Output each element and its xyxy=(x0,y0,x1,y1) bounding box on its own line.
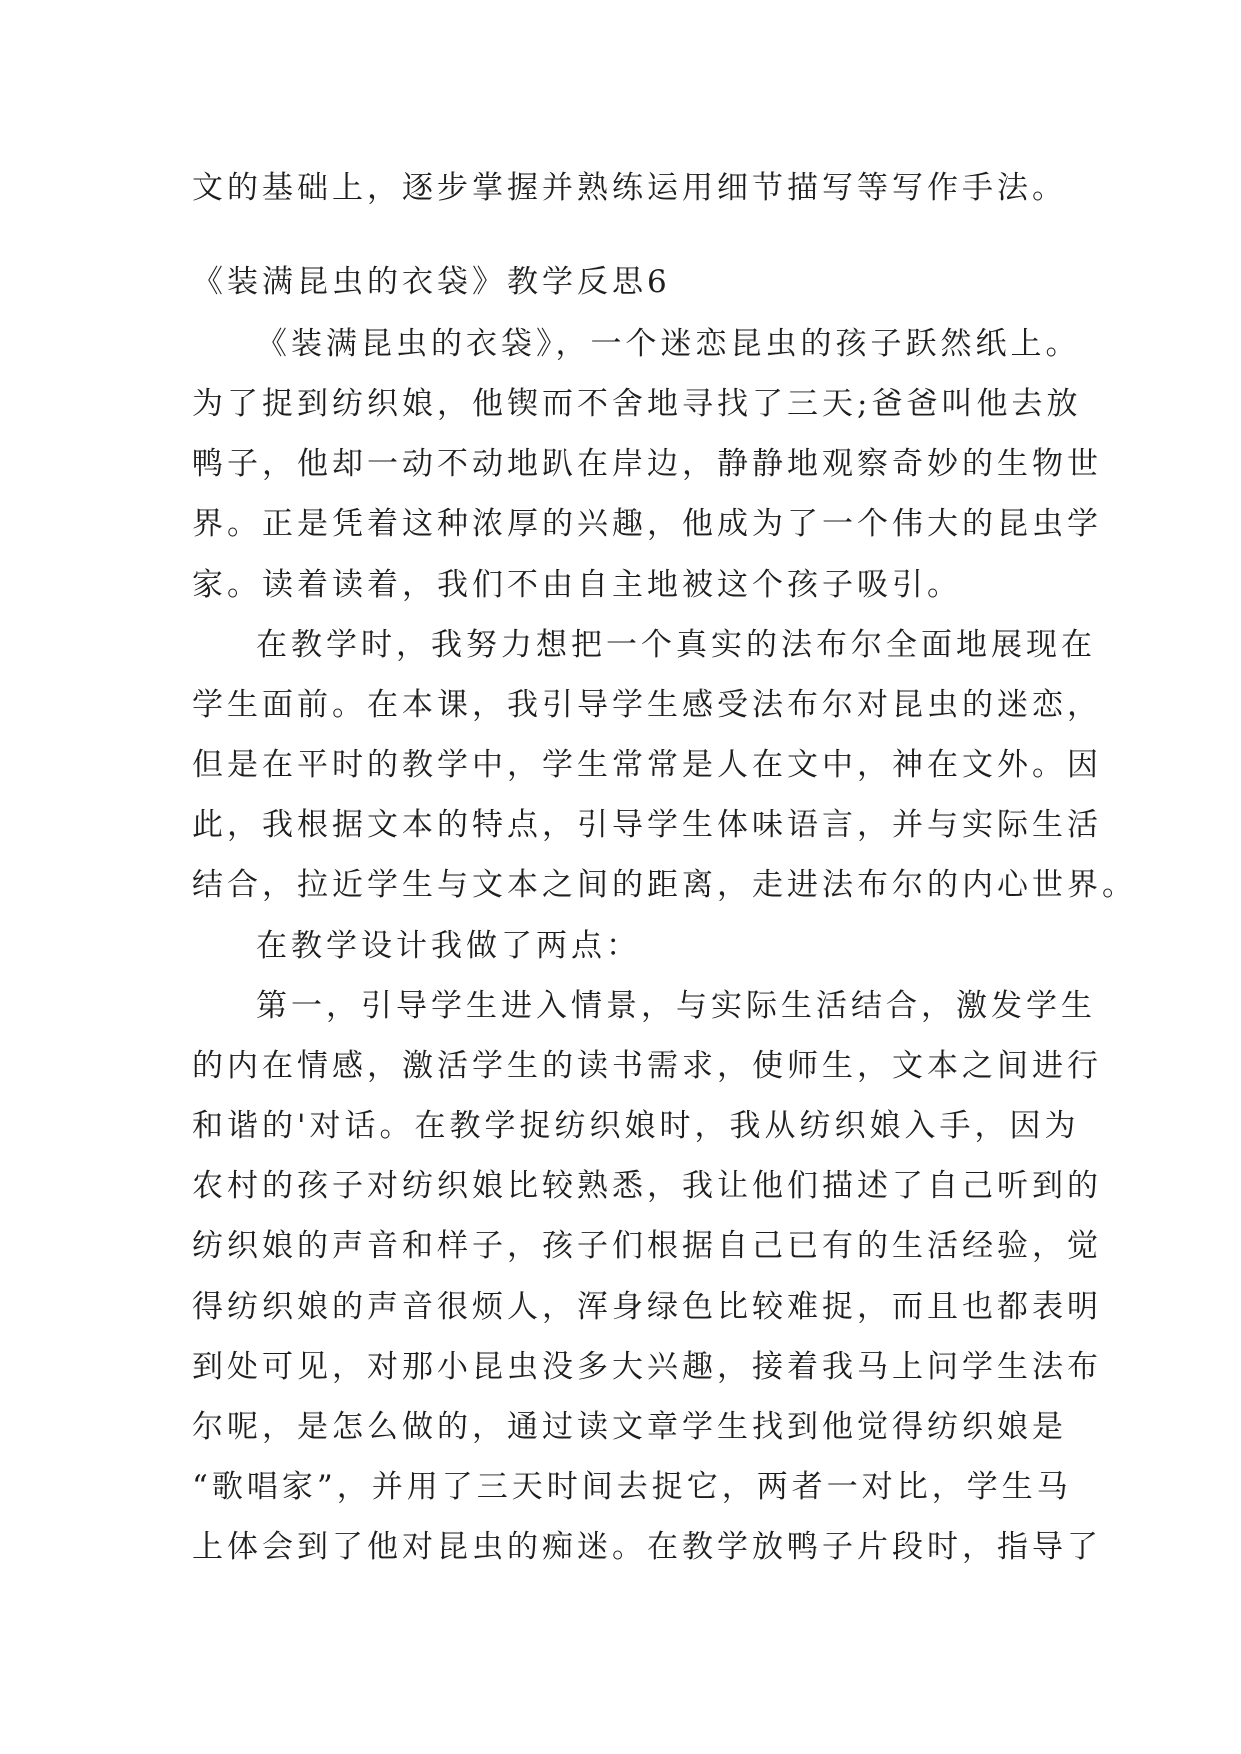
text-line: 和谐的'对话。在教学捉纺织娘时，我从纺织娘入手，因为 xyxy=(192,1108,1080,1144)
text-line: 在教学时，我努力想把一个真实的法布尔全面地展现在 xyxy=(256,627,1096,663)
text-line: 结合，拉近学生与文本之间的距离，走进法布尔的内心世界。 xyxy=(192,867,1137,903)
text-line: 纺织娘的声音和样子，孩子们根据自己已有的生活经验，觉 xyxy=(192,1228,1102,1264)
text-line: 界。正是凭着这种浓厚的兴趣，他成为了一个伟大的昆虫学 xyxy=(192,506,1102,542)
text-line: 得纺织娘的声音很烦人，浑身绿色比较难捉，而且也都表明 xyxy=(192,1289,1102,1325)
text-line: 《装满昆虫的衣袋》，一个迷恋昆虫的孩子跃然纸上。 xyxy=(256,326,1081,362)
text-line: 此，我根据文本的特点，引导学生体味语言，并与实际生活 xyxy=(192,807,1102,843)
text-line: 鸭子，他却一动不动地趴在岸边，静静地观察奇妙的生物世 xyxy=(192,446,1102,482)
text-line: “歌唱家”，并用了三天时间去捉它，两者一对比，学生马 xyxy=(192,1469,1072,1505)
section-heading: 《装满昆虫的衣袋》教学反思6 xyxy=(192,264,671,300)
text-line: 尔呢，是怎么做的，通过读文章学生找到他觉得纺织娘是 xyxy=(192,1409,1067,1445)
text-line: 学生面前。在本课，我引导学生感受法布尔对昆虫的迷恋， xyxy=(192,687,1102,723)
text-line: 上体会到了他对昆虫的痴迷。在教学放鸭子片段时，指导了 xyxy=(192,1529,1102,1565)
text-line: 到处可见，对那小昆虫没多大兴趣，接着我马上问学生法布 xyxy=(192,1349,1102,1385)
text-line: 的内在情感，激活学生的读书需求，使师生，文本之间进行 xyxy=(192,1048,1102,1084)
text-line: 第一，引导学生进入情景，与实际生活结合，激发学生 xyxy=(256,988,1096,1024)
text-line: 文的基础上，逐步掌握并熟练运用细节描写等写作手法。 xyxy=(192,170,1067,206)
text-line: 在教学设计我做了两点： xyxy=(256,928,641,964)
text-line: 为了捉到纺织娘，他锲而不舍地寻找了三天;爸爸叫他去放 xyxy=(192,386,1082,422)
text-line: 农村的孩子对纺织娘比较熟悉，我让他们描述了自己听到的 xyxy=(192,1168,1102,1204)
text-line: 家。读着读着，我们不由自主地被这个孩子吸引。 xyxy=(192,567,962,603)
text-line: 但是在平时的教学中，学生常常是人在文中，神在文外。因 xyxy=(192,747,1102,783)
